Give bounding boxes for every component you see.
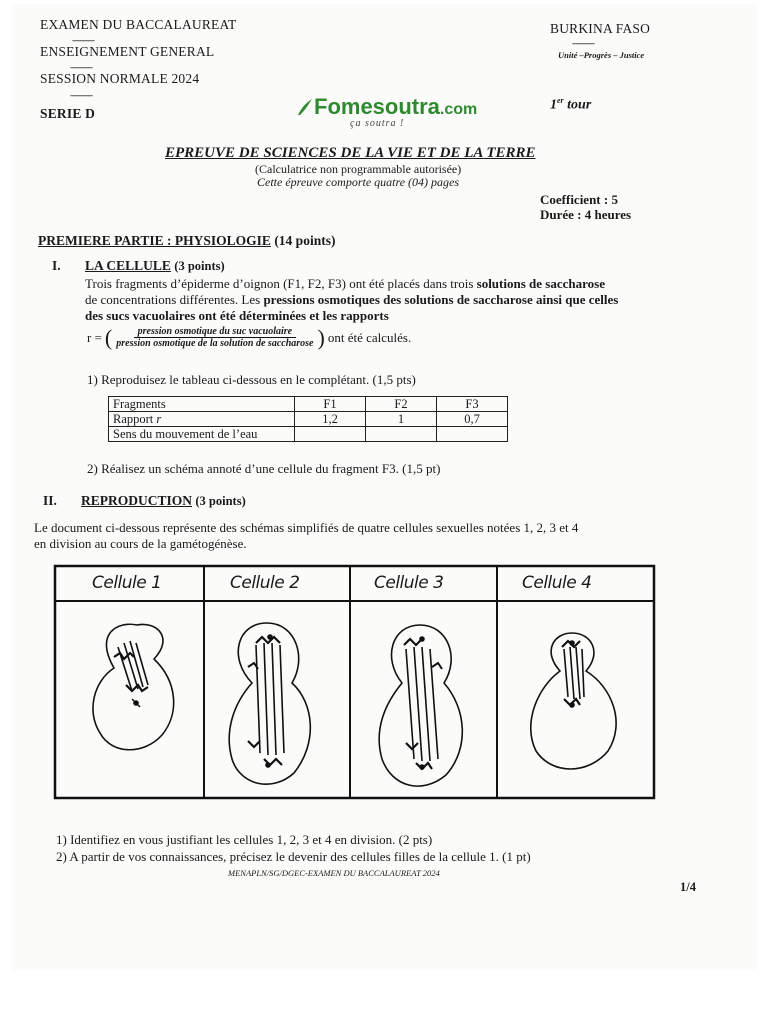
formula-denominator: pression osmotique de la solution de saccharose	[116, 338, 314, 349]
country-label: BURKINA FASO	[550, 21, 651, 36]
cell-1-drawing	[93, 624, 174, 749]
tour-label: 1er tour	[550, 96, 592, 113]
logo-slogan: ça soutra !	[350, 118, 405, 129]
part1-heading: PREMIERE PARTIE : PHYSIOLOGIE (14 points)	[38, 233, 336, 248]
cell-2-label: Cellule 2	[230, 573, 300, 593]
table-header: F2	[366, 397, 437, 412]
separator: -----------	[70, 90, 92, 100]
table-cell: Sens du mouvement de l’eau	[109, 427, 295, 442]
table-header-row	[109, 397, 508, 412]
table-header: F1	[295, 397, 366, 412]
serie-label: SERIE D	[40, 106, 96, 121]
duree-label: Durée : 4 heures	[540, 207, 632, 222]
section2-intro-line1: Le document ci-dessous représente des schémas simplifiés de quatre cellules sexuelles notées 1, 2, 3 et 4	[34, 520, 579, 535]
session-label: SESSION NORMALE 2024	[40, 71, 200, 86]
cell-3-drawing	[379, 625, 462, 786]
section2-num: II.	[43, 493, 57, 508]
section2-intro-line2: en division au cours de la gamétogénèse.	[34, 536, 247, 551]
table-cell: 1,2	[295, 412, 366, 427]
question-2-1: 1) Identifiez en vous justifiant les cellules 1, 2, 3 et 4 en division. (2 pts)	[56, 832, 433, 847]
table-cell: Rapport r	[109, 412, 295, 427]
cell-4-label: Cellule 4	[522, 573, 592, 593]
cell-division-drawing	[52, 563, 657, 800]
section2-heading: REPRODUCTION (3 points)	[81, 493, 246, 508]
table-row	[109, 427, 508, 442]
ratio-formula: r = ( $\frac{\text{pression osmotique du suc vacuolaire}}{\text{pression osmotique de la solution de saccharose}}$ ) ont été calculés.	[87, 324, 412, 350]
right-paren: )	[317, 324, 325, 350]
separator: -----------	[572, 38, 594, 48]
coefficient-label: Coefficient : 5	[540, 192, 618, 207]
fomesoutra-logo: Fomesoutra.com	[296, 94, 477, 120]
section1-intro-line2: de concentrations différentes. Les pressions osmotiques des solutions de saccharose ainsi que celles	[85, 292, 619, 307]
table-cell	[295, 427, 366, 442]
section1-heading: LA CELLULE (3 points)	[85, 258, 225, 273]
table-cell	[437, 427, 508, 442]
exam-title: EXAMEN DU BACCALAUREAT	[40, 17, 237, 32]
question-2-2: 2) A partir de vos connaissances, précisez le devenir des cellules filles de la cellule 1. (1 pt)	[56, 849, 531, 864]
table-row	[109, 412, 508, 427]
page-number: 1/4	[680, 880, 696, 894]
epreuve-title: EPREUVE DE SCIENCES DE LA VIE ET DE LA TERRE	[165, 145, 536, 161]
section1-intro-line3: des sucs vacuolaires ont été déterminées et les rapports	[85, 308, 389, 323]
table-header: Fragments	[109, 397, 295, 412]
separator: -----------	[70, 62, 92, 72]
question-1-2: 2) Réalisez un schéma annoté d’une cellule du fragment F3. (1,5 pt)	[87, 461, 441, 476]
country-motto: Unité –Progrès – Justice	[558, 50, 645, 60]
pages-note: Cette épreuve comporte quatre (04) pages	[257, 175, 460, 189]
section1-num: I.	[52, 258, 61, 273]
osmotic-table	[108, 396, 508, 442]
table-header: F3	[437, 397, 508, 412]
section1-intro-line1: Trois fragments d’épiderme d’oignon (F1, F2, F3) ont été placés dans trois solutions de saccharose	[85, 276, 605, 291]
exam-page	[12, 4, 757, 970]
footer-reference: MENAPLN/SG/DGEC-EXAMEN DU BACCALAUREAT 2024	[228, 868, 440, 878]
calculatrice-note: (Calculatrice non programmable autorisée)	[255, 162, 462, 176]
cell-3-label: Cellule 3	[374, 573, 444, 593]
table-cell: 1	[366, 412, 437, 427]
table-cell: 0,7	[437, 412, 508, 427]
cell-1-label: Cellule 1	[92, 573, 162, 593]
left-paren: (	[104, 324, 113, 350]
question-1-1: 1) Reproduisez le tableau ci-dessous en le complétant. (1,5 pts)	[87, 372, 416, 387]
separator: -----------	[72, 35, 94, 45]
table-cell	[366, 427, 437, 442]
cell-4-drawing	[531, 633, 616, 769]
cell-division-figure	[52, 563, 657, 800]
cell-2-drawing	[229, 623, 310, 784]
enseignement-label: ENSEIGNEMENT GENERAL	[40, 44, 215, 59]
formula-numerator: pression osmotique du suc vacuolaire	[134, 326, 296, 338]
logo-leaf-icon	[296, 97, 314, 117]
